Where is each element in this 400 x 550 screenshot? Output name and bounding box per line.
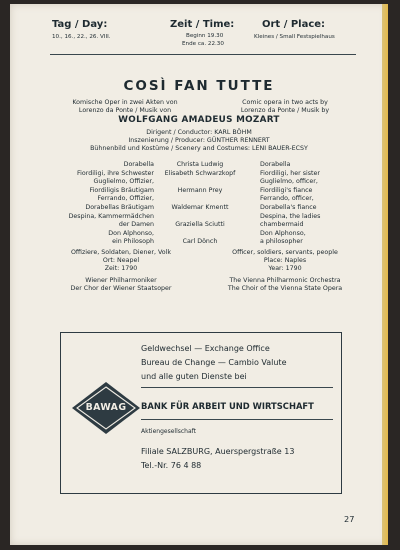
time-begin: Beginn 19.30	[186, 33, 224, 39]
phone-number: Tel.-Nr. 76 4 88	[141, 461, 202, 470]
role-en: Ferrando, officer,	[260, 195, 314, 203]
page-number: 27	[344, 514, 355, 524]
role-en: Fiordiligi's fiance	[260, 186, 313, 194]
year-en: Year: 1790	[268, 265, 302, 272]
place-en: Place: Naples	[263, 257, 307, 264]
branch-address: Filiale SALZBURG, Auerspergstraße 13	[141, 447, 295, 456]
logo-text: BAWAG	[85, 402, 127, 413]
role-de: ein Philosoph	[112, 238, 154, 246]
year-de: Zeit: 1790	[104, 265, 138, 272]
composer: WOLFGANG AMADEUS MOZART	[118, 115, 280, 125]
company-type: Aktiengesellschaft	[141, 428, 197, 435]
place-label: Ort / Place:	[262, 19, 326, 30]
singer: Elisabeth Schwarzkopf	[164, 169, 236, 177]
singer: Christa Ludwig	[176, 161, 224, 168]
role-de: Despina, Kammermädchen	[68, 212, 154, 220]
singer: Waldemar Kmentt	[171, 203, 229, 211]
singer: Carl Dönch	[182, 238, 218, 246]
subtitle-de-line2: Lorenzo da Ponte / Musik von	[78, 107, 172, 114]
singer: Hermann Prey	[177, 186, 223, 194]
orchestra-de: Wiener Philharmoniker	[85, 277, 157, 284]
ad-divider-bottom	[141, 419, 333, 420]
role-en: Despina, the ladies	[260, 212, 321, 220]
subtitle-en-line2: Lorenzo da Ponte / Musik by	[240, 107, 330, 114]
place-value: Kleines / Small Festspielhaus	[254, 34, 335, 40]
ad-divider-top	[141, 387, 333, 388]
ad-line-bureau: Bureau de Change — Cambio Valute	[141, 358, 287, 367]
orchestra-en: The Vienna Philharmonic Orchestra	[229, 277, 341, 284]
scenery-credit: Bühnenbild und Kostüme / Scenery and Costumes: LENI BAUER-ECSY	[90, 145, 308, 152]
role-en: Dorabella's fiance	[260, 203, 317, 211]
opera-title: COSÌ FAN TUTTE	[123, 78, 275, 94]
extras-en: Officer, soldiers, servants, people	[232, 249, 338, 256]
role-en: a philosopher	[260, 238, 303, 246]
role-de: Fiordiligis Bräutigam	[89, 186, 154, 194]
time-end: Ende ca. 22.30	[182, 41, 224, 47]
cast-roles-de	[54, 161, 154, 247]
singers-column	[150, 161, 250, 247]
role-de: Dorabellas Bräutigam	[85, 203, 154, 211]
role-de: Dorabella	[123, 161, 154, 168]
extras-de: Offiziere, Soldaten, Diener, Volk	[70, 249, 172, 256]
role-en: Guglielmo, officer,	[260, 178, 318, 186]
role-en: chambermaid	[260, 221, 304, 229]
cast-roles-en	[260, 161, 360, 247]
ad-line-exchange: Geldwechsel — Exchange Office	[141, 344, 270, 353]
role-en: Fiordiligi, her sister	[260, 169, 320, 177]
conductor-credit: Dirigent / Conductor: KARL BÖHM	[146, 129, 252, 136]
role-de: der Damen	[118, 221, 154, 229]
role-de: Guglielmo, Offizier,	[93, 178, 154, 186]
role-de: Ferrando, Offizier,	[97, 195, 154, 203]
ad-line-services: und alle guten Dienste bei	[141, 372, 247, 381]
header-rule	[50, 54, 356, 55]
singer: Graziella Sciutti	[175, 221, 225, 229]
program-page	[10, 4, 388, 545]
role-en: Don Alphonso,	[260, 229, 306, 237]
bank-name: BANK FÜR ARBEIT UND WIRTSCHAFT	[141, 401, 314, 411]
date-value: 10., 16., 22., 26. VIII.	[52, 34, 111, 40]
subtitle-en-line1: Comic opera in two acts by	[242, 99, 328, 106]
place-de: Ort: Neapel	[102, 257, 140, 264]
time-label: Zeit / Time:	[170, 19, 235, 30]
producer-credit: Inszenierung / Producer: GÜNTHER RENNERT	[128, 137, 270, 144]
bank-advertisement	[60, 332, 342, 494]
date-label: Tag / Day:	[52, 19, 108, 30]
subtitle-de-line1: Komische Oper in zwei Akten von	[72, 99, 178, 106]
role-en: Dorabella	[260, 161, 291, 168]
choir-de: Der Chor der Wiener Staatsoper	[70, 285, 172, 292]
role-de: Don Alphonso,	[108, 229, 154, 237]
role-de: Fiordiligi, ihre Schwester	[77, 169, 154, 177]
bawag-logo	[71, 381, 141, 435]
choir-en: The Choir of the Vienna State Opera	[227, 285, 343, 292]
